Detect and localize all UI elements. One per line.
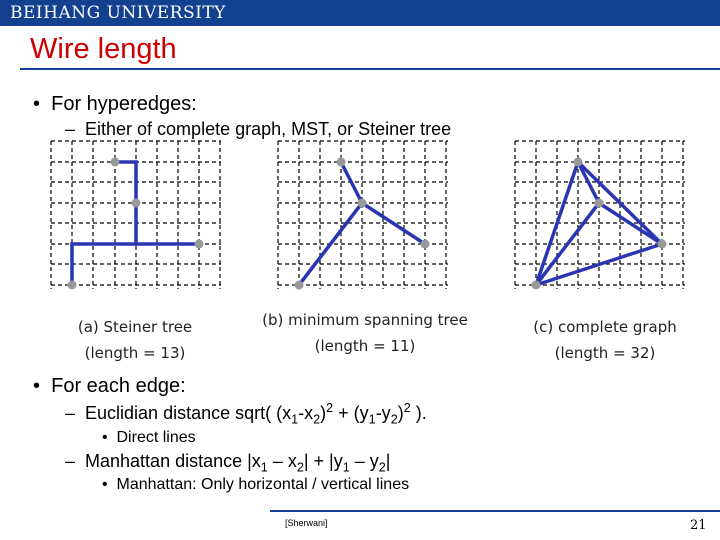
manhattan-sub-2: 2 [296,460,304,475]
bullet-dot: • [102,429,117,446]
caption-mst-length: (length = 11) [314,337,416,355]
euclid-sub-3: 1 [368,412,376,427]
euclid-pow-1: 2 [326,401,334,415]
bullet-dot: • [102,476,117,493]
caption-complete [510,314,700,366]
sub-bullet-graph-types-text: Either of complete graph, MST, or Steiner tree [85,119,452,139]
euclid-sub-2: 2 [313,412,321,427]
direct-lines-text: Direct lines [116,429,196,446]
bullet-hyperedges-text: For hyperedges: [51,93,197,115]
bullet-each-edge [33,375,186,398]
caption-mst-title: (b) minimum spanning tree [262,311,468,329]
manhattan-mid-2: | + |y [303,451,343,471]
manhattan-distance-line [65,451,390,475]
dash: – [65,451,86,471]
bullet-each-edge-text: For each edge: [51,375,186,397]
manhattan-sub-4: 2 [378,460,386,475]
university-name: BEIHANG UNIVERSITY [10,3,226,23]
bullet-dot: • [33,375,52,397]
bullet-hyperedges [33,93,197,116]
page-title: Wire length [30,33,177,65]
caption-mst [240,307,490,359]
euclid-sub-1: 1 [291,412,299,427]
footer-reference: [Sherwani] [285,518,328,528]
direct-lines-note [102,429,196,447]
dash: – [65,119,86,139]
euclid-mid-2: + (y [333,403,369,423]
manhattan-sub-3: 1 [342,460,350,475]
euclid-sub-4: 2 [390,412,398,427]
caption-steiner-title: (a) Steiner tree [77,318,193,336]
manhattan-note [102,476,409,494]
euclid-prefix: Euclidian distance sqrt( (x [85,403,292,423]
footer-divider [270,510,720,512]
euclid-mid-1: -x [298,403,314,423]
euclid-pow-2: 2 [403,401,411,415]
steiner-tree-diagram [48,135,230,295]
grid-lines [278,141,448,289]
complete-graph-diagram [512,135,694,295]
euclid-paren-2: ) [397,403,404,423]
header-bar [0,0,720,26]
bullet-dot: • [33,93,52,115]
manhattan-note-text: Manhattan: Only horizontal / vertical lines [116,476,410,493]
euclidean-distance-line [65,401,427,427]
manhattan-prefix: Manhattan distance |x [85,451,261,471]
euclid-paren-1: ) [320,403,327,423]
mst-diagram [275,135,457,295]
caption-steiner-length: (length = 13) [84,344,186,362]
caption-complete-length: (length = 32) [554,344,656,362]
manhattan-mid-1: – x [267,451,297,471]
manhattan-mid-3: – y [349,451,379,471]
caption-complete-title: (c) complete graph [533,318,677,336]
euclid-mid-3: -y [375,403,391,423]
caption-steiner [50,314,220,366]
page-number: 21 [690,518,707,533]
euclid-end: ). [410,403,427,423]
manhattan-sub-1: 1 [260,460,268,475]
manhattan-end: | [385,451,391,471]
title-divider [20,68,720,70]
dash: – [65,403,86,423]
